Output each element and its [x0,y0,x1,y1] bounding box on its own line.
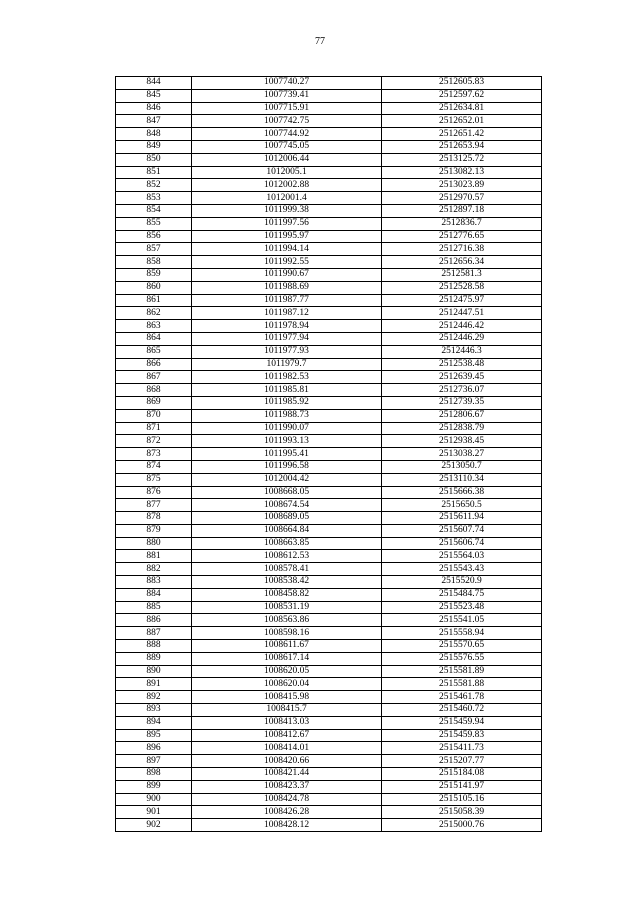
y-coordinate-cell: 2512605.83 [382,77,542,90]
y-coordinate-cell: 2515606.74 [382,537,542,550]
point-number-cell: 875 [116,473,192,486]
x-coordinate-cell: 1011988.73 [192,409,382,422]
point-number-cell: 866 [116,358,192,371]
point-number-cell: 861 [116,294,192,307]
point-number-cell: 857 [116,243,192,256]
table-row [116,601,542,614]
x-coordinate-cell: 1008578.41 [192,563,382,576]
table-row [116,499,542,512]
point-number-cell: 891 [116,678,192,691]
x-coordinate-cell: 1012002.88 [192,179,382,192]
table-row [116,153,542,166]
table-row [116,268,542,281]
x-coordinate-cell: 1011996.58 [192,460,382,473]
x-coordinate-cell: 1008414.01 [192,742,382,755]
table-row [116,665,542,678]
table-row [116,332,542,345]
point-number-cell: 860 [116,281,192,294]
y-coordinate-cell: 2515666.38 [382,486,542,499]
table-row [116,102,542,115]
point-number-cell: 886 [116,614,192,627]
point-number-cell: 867 [116,371,192,384]
point-number-cell: 902 [116,819,192,832]
point-number-cell: 890 [116,665,192,678]
x-coordinate-cell: 1008538.42 [192,576,382,589]
table-row [116,179,542,192]
x-coordinate-cell: 1011994.14 [192,243,382,256]
table-row [116,396,542,409]
y-coordinate-cell: 2515650.5 [382,499,542,512]
point-number-cell: 900 [116,793,192,806]
table-row [116,294,542,307]
y-coordinate-cell: 2512447.51 [382,307,542,320]
point-number-cell: 844 [116,77,192,90]
point-number-cell: 889 [116,652,192,665]
y-coordinate-cell: 2513023.89 [382,179,542,192]
y-coordinate-cell: 2515484.75 [382,588,542,601]
y-coordinate-cell: 2515105.16 [382,793,542,806]
y-coordinate-cell: 2513082.13 [382,166,542,179]
y-coordinate-cell: 2515460.72 [382,704,542,717]
x-coordinate-cell: 1011987.12 [192,307,382,320]
x-coordinate-cell: 1008412.67 [192,729,382,742]
point-number-cell: 887 [116,627,192,640]
x-coordinate-cell: 1008421.44 [192,768,382,781]
point-number-cell: 858 [116,256,192,269]
y-coordinate-cell: 2512475.97 [382,294,542,307]
x-coordinate-cell: 1011988.69 [192,281,382,294]
table-row [116,729,542,742]
point-number-cell: 863 [116,320,192,333]
table-row [116,435,542,448]
x-coordinate-cell: 1007715.91 [192,102,382,115]
y-coordinate-cell: 2512538.48 [382,358,542,371]
x-coordinate-cell: 1011978.94 [192,320,382,333]
x-coordinate-cell: 1012004.42 [192,473,382,486]
point-number-cell: 869 [116,396,192,409]
table-row [116,627,542,640]
y-coordinate-cell: 2512970.57 [382,192,542,205]
y-coordinate-cell: 2515611.94 [382,512,542,525]
y-coordinate-cell: 2512652.01 [382,115,542,128]
x-coordinate-cell: 1008611.67 [192,640,382,653]
page-number: 77 [315,36,325,47]
x-coordinate-cell: 1012001.4 [192,192,382,205]
y-coordinate-cell: 2515576.55 [382,652,542,665]
y-coordinate-cell: 2515459.83 [382,729,542,742]
table-row [116,678,542,691]
x-coordinate-cell: 1007740.27 [192,77,382,90]
x-coordinate-cell: 1008458.82 [192,588,382,601]
point-number-cell: 870 [116,409,192,422]
x-coordinate-cell: 1007739.41 [192,89,382,102]
x-coordinate-cell: 1008563.86 [192,614,382,627]
point-number-cell: 884 [116,588,192,601]
y-coordinate-cell: 2512736.07 [382,384,542,397]
table-row [116,448,542,461]
point-number-cell: 864 [116,332,192,345]
x-coordinate-cell: 1008668.05 [192,486,382,499]
x-coordinate-cell: 1011985.81 [192,384,382,397]
point-number-cell: 868 [116,384,192,397]
x-coordinate-cell: 1008617.14 [192,652,382,665]
y-coordinate-cell: 2515581.88 [382,678,542,691]
x-coordinate-cell: 1008413.03 [192,716,382,729]
x-coordinate-cell: 1008428.12 [192,819,382,832]
x-coordinate-cell: 1012006.44 [192,153,382,166]
x-coordinate-cell: 1012005.1 [192,166,382,179]
y-coordinate-cell: 2515184.08 [382,768,542,781]
table-row [116,256,542,269]
point-number-cell: 892 [116,691,192,704]
table-row [116,281,542,294]
x-coordinate-cell: 1008426.28 [192,806,382,819]
point-number-cell: 898 [116,768,192,781]
table-row [116,422,542,435]
x-coordinate-cell: 1008663.85 [192,537,382,550]
y-coordinate-cell: 2515141.97 [382,780,542,793]
y-coordinate-cell: 2512446.29 [382,332,542,345]
point-number-cell: 873 [116,448,192,461]
point-number-cell: 896 [116,742,192,755]
table-row [116,563,542,576]
y-coordinate-cell: 2512634.81 [382,102,542,115]
x-coordinate-cell: 1011979.7 [192,358,382,371]
y-coordinate-cell: 2512446.3 [382,345,542,358]
point-number-cell: 850 [116,153,192,166]
table-row [116,537,542,550]
table-row [116,576,542,589]
x-coordinate-cell: 1008423.37 [192,780,382,793]
x-coordinate-cell: 1011990.07 [192,422,382,435]
table-row [116,128,542,141]
x-coordinate-cell: 1008620.04 [192,678,382,691]
y-coordinate-cell: 2515558.94 [382,627,542,640]
y-coordinate-cell: 2513125.72 [382,153,542,166]
point-number-cell: 845 [116,89,192,102]
y-coordinate-cell: 2512656.34 [382,256,542,269]
table-row [116,742,542,755]
point-number-cell: 849 [116,140,192,153]
y-coordinate-cell: 2515058.39 [382,806,542,819]
y-coordinate-cell: 2512838.79 [382,422,542,435]
table-row [116,217,542,230]
coordinate-table [115,76,542,832]
point-number-cell: 897 [116,755,192,768]
x-coordinate-cell: 1011977.93 [192,345,382,358]
y-coordinate-cell: 2515607.74 [382,524,542,537]
x-coordinate-cell: 1008420.66 [192,755,382,768]
x-coordinate-cell: 1011993.13 [192,435,382,448]
y-coordinate-cell: 2515000.76 [382,819,542,832]
y-coordinate-cell: 2515541.05 [382,614,542,627]
x-coordinate-cell: 1008674.54 [192,499,382,512]
point-number-cell: 882 [116,563,192,576]
point-number-cell: 878 [116,512,192,525]
x-coordinate-cell: 1011995.97 [192,230,382,243]
y-coordinate-cell: 2515520.9 [382,576,542,589]
x-coordinate-cell: 1011985.92 [192,396,382,409]
x-coordinate-cell: 1011987.77 [192,294,382,307]
table-row [116,716,542,729]
table-row [116,140,542,153]
y-coordinate-cell: 2515411.73 [382,742,542,755]
table-row [116,89,542,102]
y-coordinate-cell: 2515581.89 [382,665,542,678]
point-number-cell: 877 [116,499,192,512]
y-coordinate-cell: 2512806.67 [382,409,542,422]
table-row [116,192,542,205]
y-coordinate-cell: 2515461.78 [382,691,542,704]
y-coordinate-cell: 2512836.7 [382,217,542,230]
point-number-cell: 859 [116,268,192,281]
y-coordinate-cell: 2512938.45 [382,435,542,448]
point-number-cell: 854 [116,204,192,217]
y-coordinate-cell: 2512528.58 [382,281,542,294]
x-coordinate-cell: 1008424.78 [192,793,382,806]
x-coordinate-cell: 1011990.67 [192,268,382,281]
point-number-cell: 856 [116,230,192,243]
table-row [116,204,542,217]
x-coordinate-cell: 1011999.38 [192,204,382,217]
x-coordinate-cell: 1008598.16 [192,627,382,640]
table-row [116,486,542,499]
point-number-cell: 893 [116,704,192,717]
point-number-cell: 872 [116,435,192,448]
point-number-cell: 865 [116,345,192,358]
point-number-cell: 880 [116,537,192,550]
y-coordinate-cell: 2515523.48 [382,601,542,614]
y-coordinate-cell: 2512581.3 [382,268,542,281]
point-number-cell: 847 [116,115,192,128]
point-number-cell: 883 [116,576,192,589]
y-coordinate-cell: 2513050.7 [382,460,542,473]
point-number-cell: 846 [116,102,192,115]
point-number-cell: 901 [116,806,192,819]
point-number-cell: 853 [116,192,192,205]
x-coordinate-cell: 1008620.05 [192,665,382,678]
y-coordinate-cell: 2512897.18 [382,204,542,217]
table-row [116,640,542,653]
table-row [116,230,542,243]
point-number-cell: 851 [116,166,192,179]
table-row [116,614,542,627]
y-coordinate-cell: 2515570.65 [382,640,542,653]
y-coordinate-cell: 2512739.35 [382,396,542,409]
point-number-cell: 895 [116,729,192,742]
point-number-cell: 879 [116,524,192,537]
y-coordinate-cell: 2515564.03 [382,550,542,563]
table-row [116,806,542,819]
table-row [116,243,542,256]
y-coordinate-cell: 2512651.42 [382,128,542,141]
table-row [116,166,542,179]
point-number-cell: 899 [116,780,192,793]
table-row [116,550,542,563]
point-number-cell: 848 [116,128,192,141]
y-coordinate-cell: 2512776.65 [382,230,542,243]
y-coordinate-cell: 2513038.27 [382,448,542,461]
x-coordinate-cell: 1008689.05 [192,512,382,525]
x-coordinate-cell: 1008415.7 [192,704,382,717]
x-coordinate-cell: 1008612.53 [192,550,382,563]
table-row [116,524,542,537]
table-row [116,371,542,384]
table-row [116,512,542,525]
x-coordinate-cell: 1011992.55 [192,256,382,269]
table-row [116,115,542,128]
point-number-cell: 894 [116,716,192,729]
table-row [116,473,542,486]
x-coordinate-cell: 1007744.92 [192,128,382,141]
table-row [116,704,542,717]
y-coordinate-cell: 2513110.34 [382,473,542,486]
table-row [116,780,542,793]
table-row [116,77,542,90]
y-coordinate-cell: 2512653.94 [382,140,542,153]
y-coordinate-cell: 2512597.62 [382,89,542,102]
table-row [116,320,542,333]
x-coordinate-cell: 1011977.94 [192,332,382,345]
y-coordinate-cell: 2512716.38 [382,243,542,256]
x-coordinate-cell: 1008415.98 [192,691,382,704]
table-row [116,793,542,806]
point-number-cell: 871 [116,422,192,435]
point-number-cell: 885 [116,601,192,614]
table-row [116,384,542,397]
y-coordinate-cell: 2515459.94 [382,716,542,729]
x-coordinate-cell: 1008531.19 [192,601,382,614]
x-coordinate-cell: 1007742.75 [192,115,382,128]
x-coordinate-cell: 1008664.84 [192,524,382,537]
y-coordinate-cell: 2512446.42 [382,320,542,333]
y-coordinate-cell: 2515207.77 [382,755,542,768]
coordinate-table-body [116,77,542,832]
point-number-cell: 862 [116,307,192,320]
point-number-cell: 855 [116,217,192,230]
x-coordinate-cell: 1011997.56 [192,217,382,230]
table-row [116,755,542,768]
table-row [116,345,542,358]
point-number-cell: 874 [116,460,192,473]
y-coordinate-cell: 2515543.43 [382,563,542,576]
table-row [116,819,542,832]
y-coordinate-cell: 2512639.45 [382,371,542,384]
point-number-cell: 881 [116,550,192,563]
table-row [116,691,542,704]
table-row [116,358,542,371]
point-number-cell: 876 [116,486,192,499]
x-coordinate-cell: 1007745.05 [192,140,382,153]
point-number-cell: 888 [116,640,192,653]
x-coordinate-cell: 1011995.41 [192,448,382,461]
table-row [116,460,542,473]
x-coordinate-cell: 1011982.53 [192,371,382,384]
table-row [116,768,542,781]
table-row [116,307,542,320]
point-number-cell: 852 [116,179,192,192]
table-row [116,588,542,601]
table-row [116,409,542,422]
table-row [116,652,542,665]
